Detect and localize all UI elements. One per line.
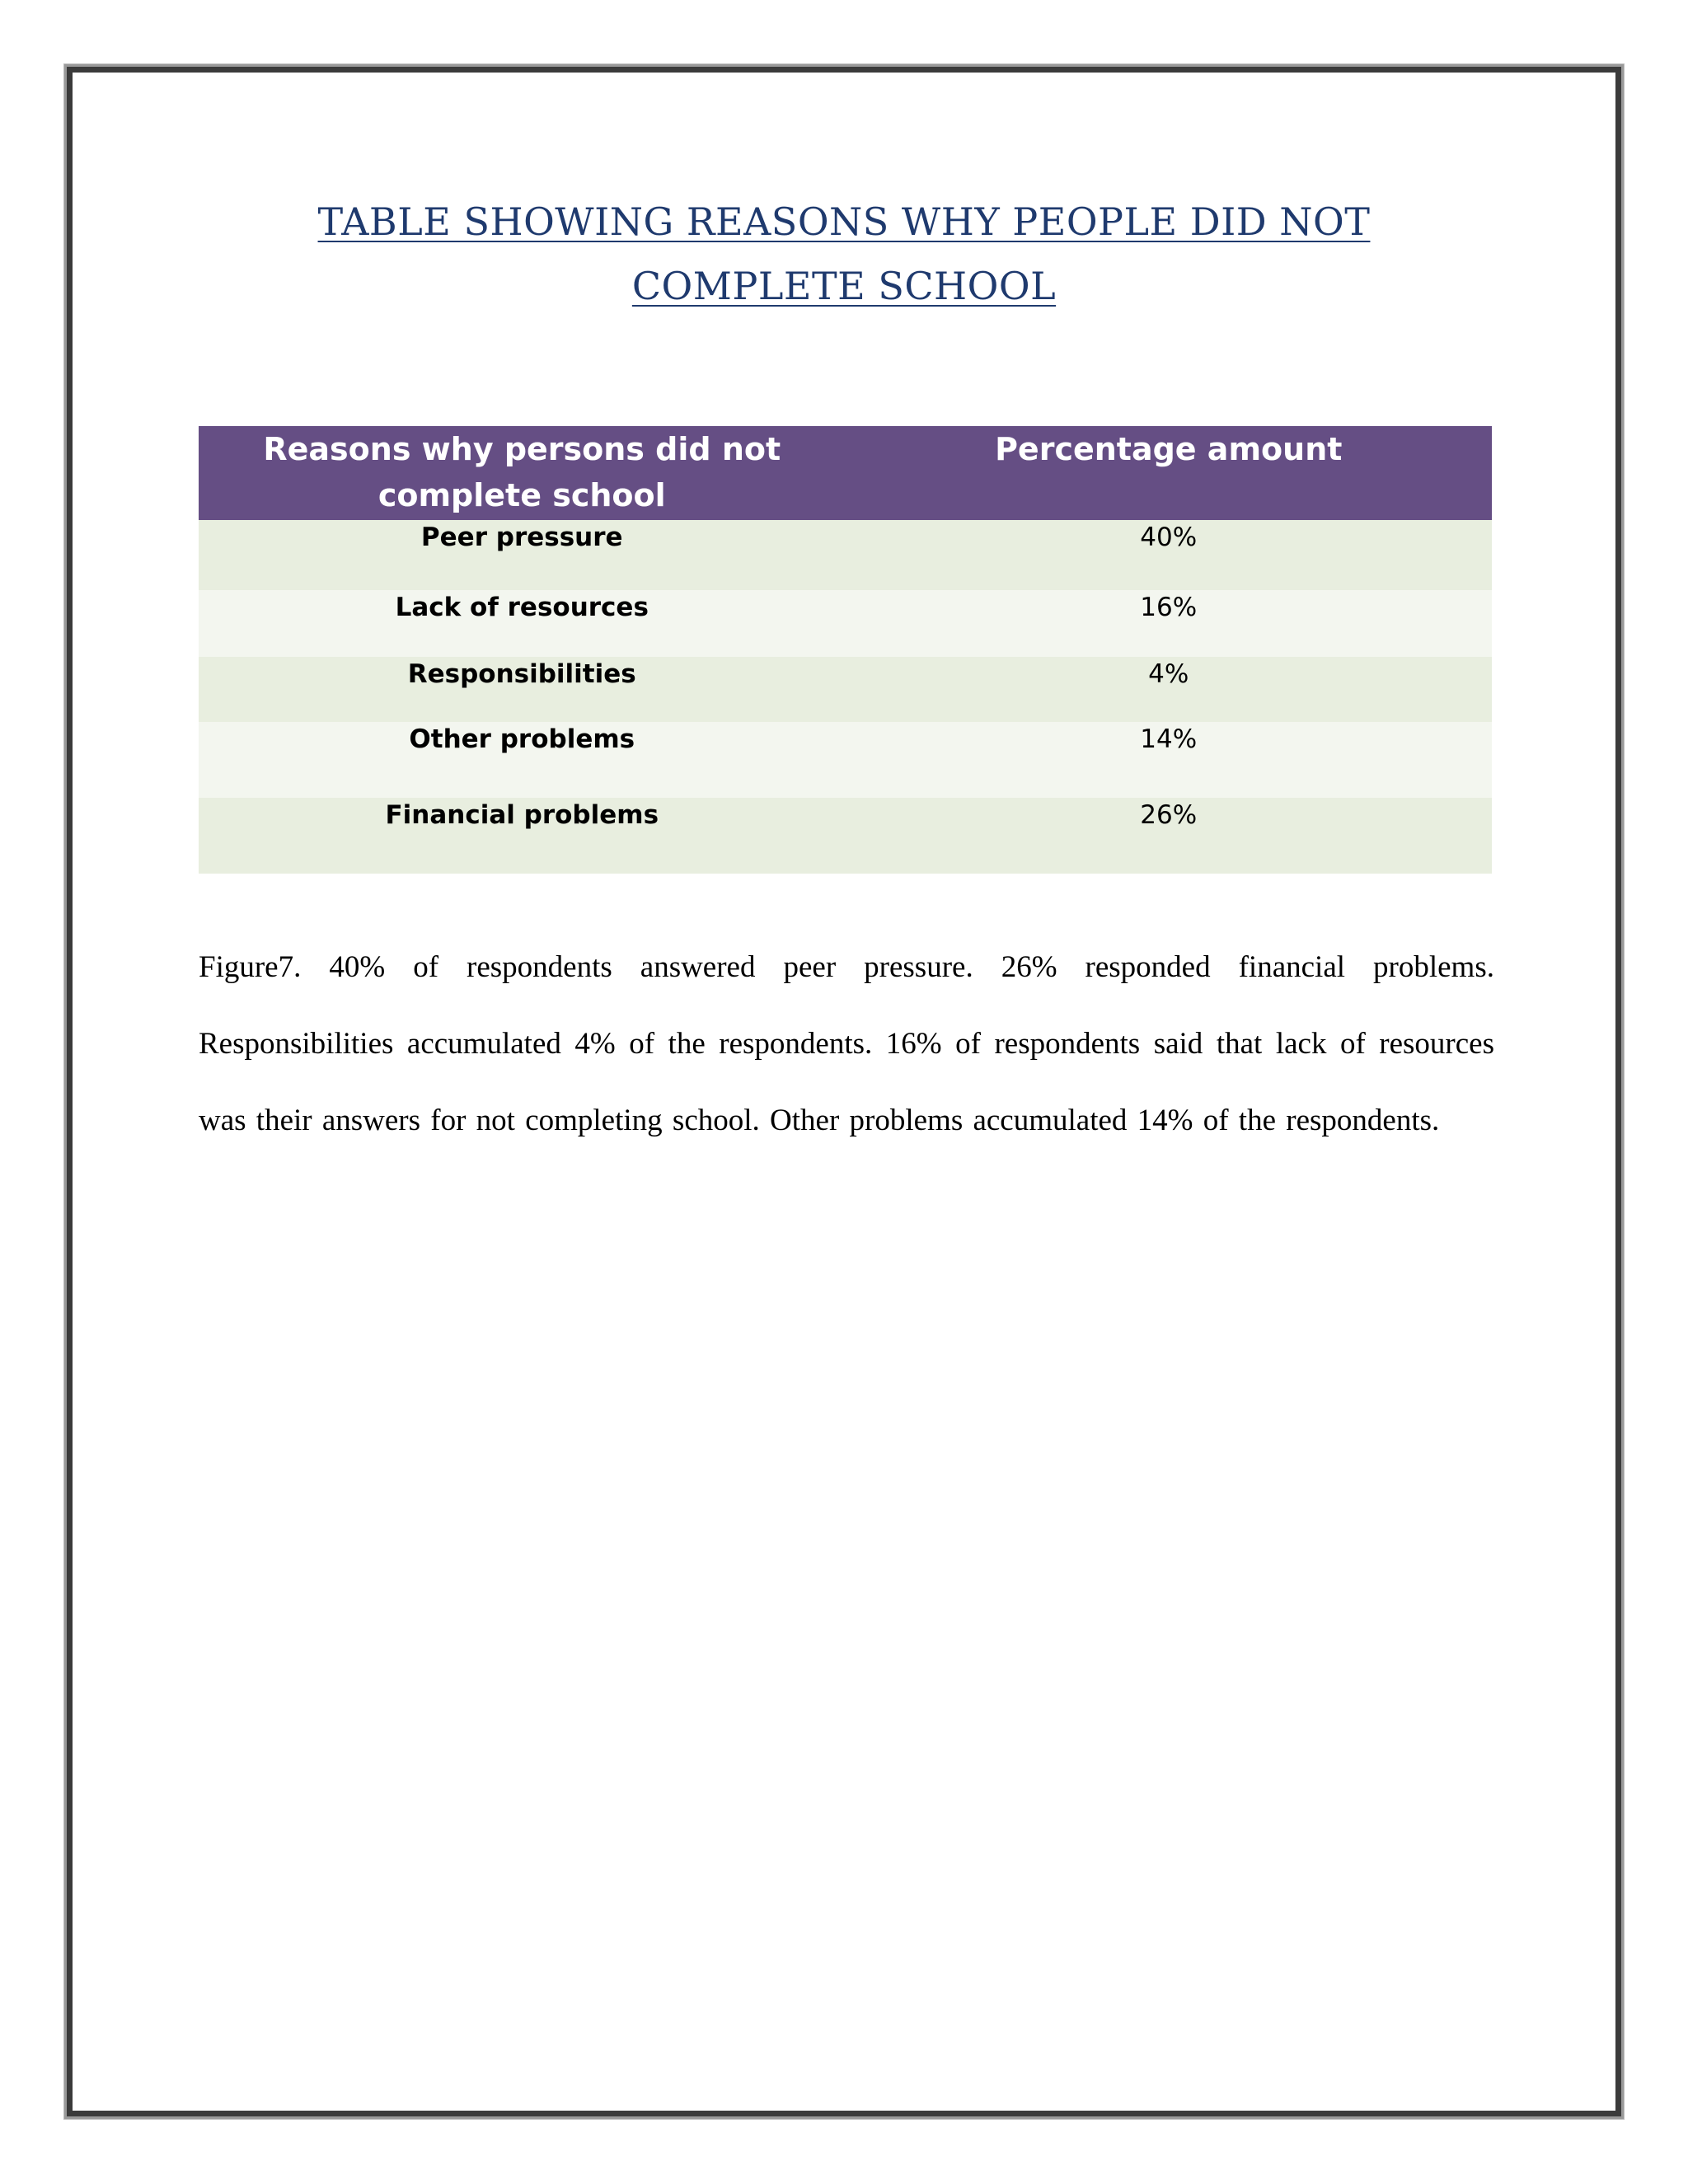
figure-caption: Figure7. 40% of respondents answered peer pressure. 26% responded financial problems. Responsibilities accumulated 4% of the respondents. 16% of respondents said that lack of resources was their answers for not completing school. Other problems accumulated 14% of the respondents.	[199, 950, 1494, 1137]
header-reasons: Reasons why persons did not complete school	[199, 426, 846, 520]
header-percentage: Percentage amount	[846, 426, 1493, 520]
table-row	[199, 590, 1492, 657]
reason-cell: Peer pressure	[199, 520, 846, 590]
percentage-cell: 40%	[846, 520, 1493, 590]
table-row	[199, 657, 1492, 722]
table-header-row	[199, 426, 1492, 520]
reason-cell: Lack of resources	[199, 590, 846, 657]
reason-cell: Financial problems	[199, 798, 846, 874]
reason-cell: Other problems	[199, 722, 846, 798]
percentage-cell: 16%	[846, 590, 1493, 657]
reason-cell: Responsibilities	[199, 657, 846, 722]
reasons-table	[199, 426, 1492, 874]
table-row	[199, 798, 1492, 874]
table-row	[199, 722, 1492, 798]
percentage-cell: 4%	[846, 657, 1493, 722]
percentage-cell: 14%	[846, 722, 1493, 798]
table-row	[199, 520, 1492, 590]
document-title: TABLE SHOWING REASONS WHY PEOPLE DID NOT COMPLETE SCHOOL	[317, 199, 1371, 308]
percentage-cell: 26%	[846, 798, 1493, 874]
